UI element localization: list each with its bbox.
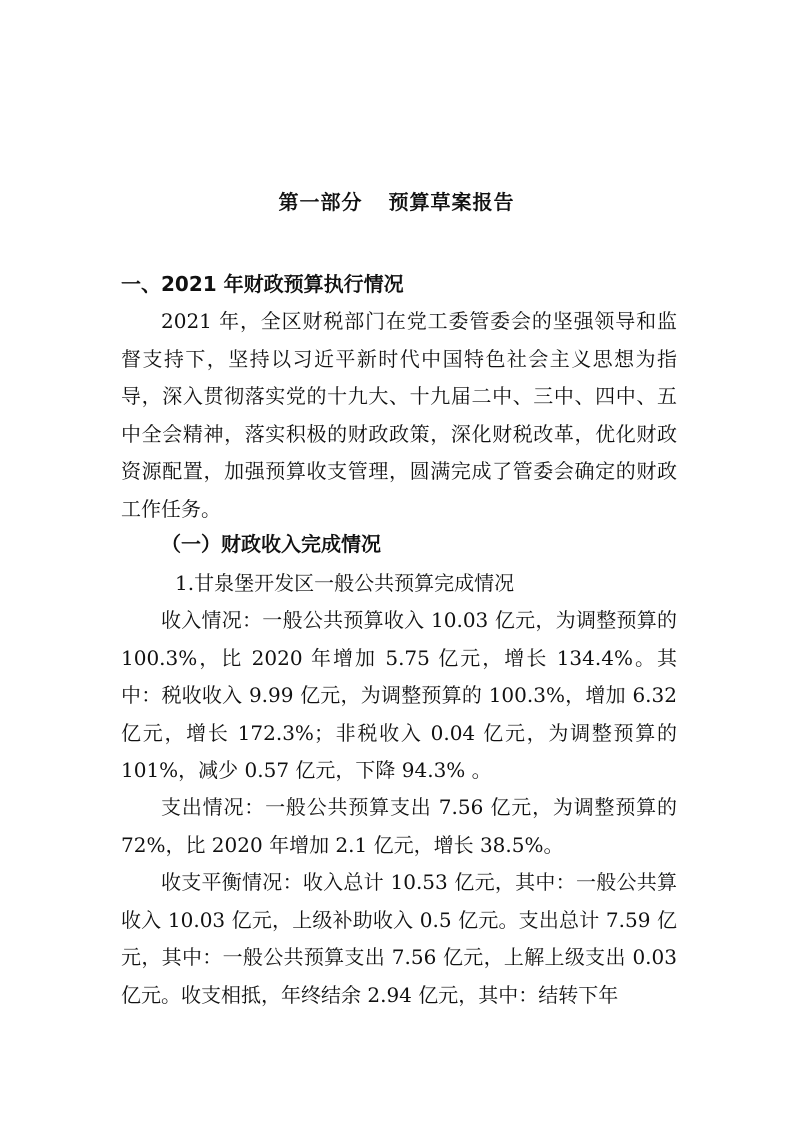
expenditure-paragraph: 支出情况：一般公共预算支出 7.56 亿元，为调整预算的 72%，比 2020 年增加 2.1 亿元，增长 38.5%。 [121,795,677,857]
subsection-heading-1: （一）财政收入完成情况 [161,532,381,556]
balance-paragraph: 收支平衡情况：收入总计 10.53 亿元，其中：一般公共算收入 10.03 亿元，上级补助收入 0.5 亿元。支出总计 7.59 亿元，其中：一般公共预算支出 7.56 亿元，上解上级支出 0.03 亿元。收支相抵，年终结余 2.94 亿元，其中：结转下年 [121,870,677,1007]
section-heading-1: 一、2021 年财政预算执行情况 [121,272,404,296]
page-title [0,186,793,215]
title-part-label: 第一部分 [278,190,363,214]
intro-paragraph: 2021 年，全区财税部门在党工委管委会的坚强领导和监督支持下，坚持以习近平新时代中国特色社会主义思想为指导，深入贯彻落实党的十九大、十九届二中、三中、四中、五中全会精神，落实积极的财政政策，深化财税改革，优化财政资源配置，加强预算收支管理，圆满完成了管委会确定的财政工作任务。 [121,309,677,521]
title-main-label: 预算草案报告 [388,190,515,214]
income-paragraph: 收入情况：一般公共预算收入 10.03 亿元，为调整预算的 100.3%，比 2020 年增加 5.75 亿元，增长 134.4%。其中：税收收入 9.99 亿元，为调整预算的 100.3%，增加 6.32 亿元，增长 172.3%；非税收入 0.04 亿元，为调整预算的 101%，减少 0.57 亿元，下降 94.3% 。 [121,608,677,782]
item-heading-1: 1.甘泉堡开发区一般公共预算完成情况 [175,571,515,595]
